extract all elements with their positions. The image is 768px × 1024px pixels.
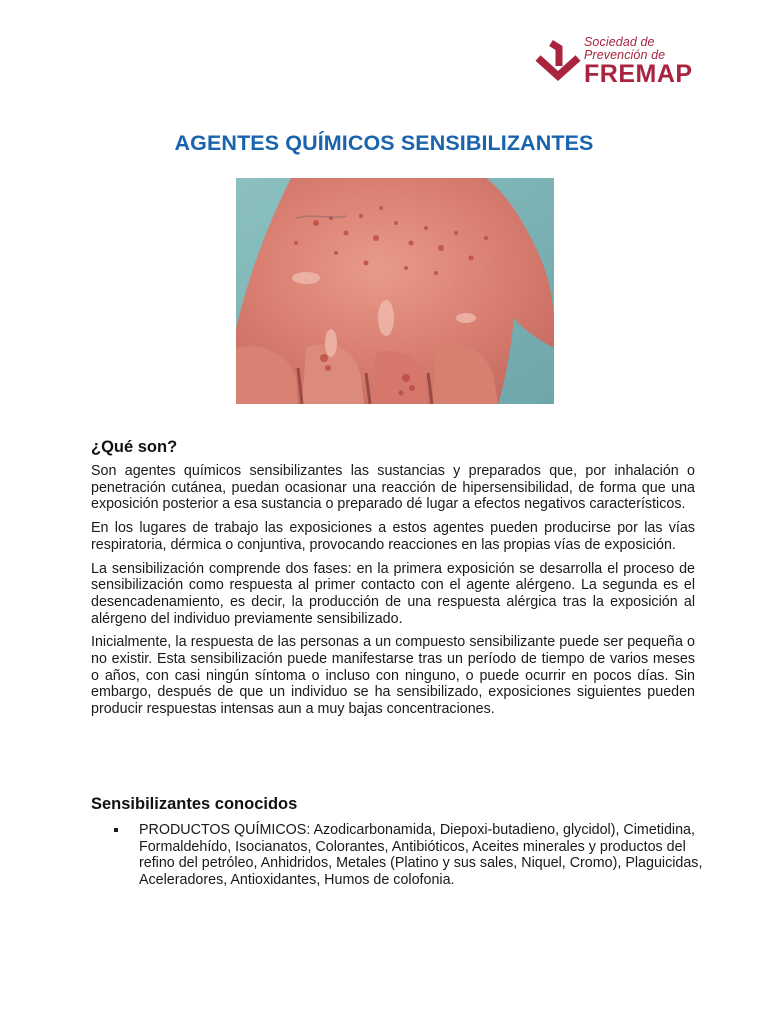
fremap-chevron-logo-icon (534, 38, 584, 82)
list-item-text: PRODUCTOS QUÍMICOS: Azodicarbonamida, Diepoxi-butadieno, glycidol), Cimetidina, Formaldehído, Isocianatos, Colorantes, Antibióticos, Aceites minerales y productos del refino del petróleo, Anhidridos, Metales (Platino y sus sales, Niquel, Cromo), Plaguicidas, Aceleradores, Antioxidantes, Humos de colofonia. (139, 822, 703, 889)
logo-line-2: Prevención de (584, 48, 666, 62)
fremap-logo (530, 36, 700, 86)
list-item (91, 822, 711, 889)
section-heading-known-sensitizers: Sensibilizantes conocidos (91, 795, 298, 813)
document-body (91, 437, 703, 889)
hand-illustration (236, 178, 554, 404)
logo-text (584, 36, 693, 86)
paragraph-exposure-routes: En los lugares de trabajo las exposiciones a estos agentes pueden producirse por las vías respiratoria, dérmica o conjuntiva, provocando reacciones en las propias vías de exposición. (91, 520, 695, 553)
paragraph-phases: La sensibilización comprende dos fases: en la primera exposición se desarrolla el proceso de sensibilización como respuesta al primer contacto con el agente alérgeno. La segunda es el desencadenamiento, es decir, la producción de una respuesta alérgica tras la exposición al alérgeno del individuo previamente sensibilizado. (91, 560, 695, 627)
logo-line-1: Sociedad de (584, 35, 655, 49)
paragraph-definition: Son agentes químicos sensibilizantes las sustancias y preparados que, por inhalación o penetración cutánea, puedan ocasionar una reacción de hipersensibilidad, de forma que una exposición posterior a esa sustancia o preparado dé lugar a efectos negativos característicos. (91, 463, 695, 513)
paragraph-response: Inicialmente, la respuesta de las personas a un compuesto sensibilizante puede ser pequeña o no existir. Esta sensibilización puede manifestarse tras un período de tiempo de varios meses o años, con casi ningún síntoma o incluso con ninguno, o puede ocurrir en pocos días. Sin embargo, después de que un individuo se ha sensibilizado, exposiciones siguientes pueden producir respuestas intensas aun a muy bajas concentraciones. (91, 634, 695, 718)
logo-brand: FREMAP (584, 60, 693, 88)
section-heading-que-son: ¿Qué son? (91, 438, 178, 456)
document-title: AGENTES QUÍMICOS SENSIBILIZANTES (174, 131, 594, 155)
known-sensitizers-list (91, 822, 711, 889)
dermatitis-hand-photo (236, 178, 554, 404)
square-bullet-icon (114, 828, 118, 832)
